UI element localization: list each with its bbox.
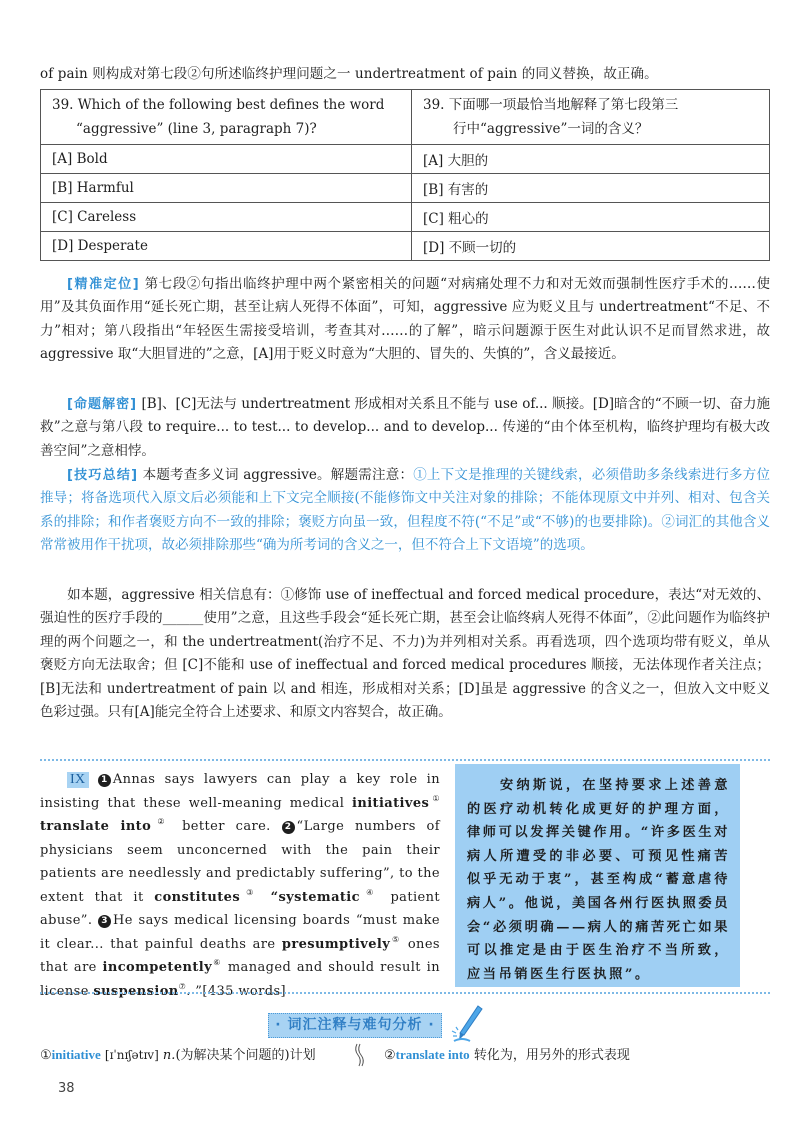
question-zh-line1: 39. 下面哪一项最恰当地解释了第七段第三 [423,97,679,113]
question-en-line1: 39. Which of the following best defines the word [52,97,385,113]
passage-paragraph-ix [40,768,440,1003]
question-zh-line2: 行中“aggressive”一词的含义？ [453,121,649,137]
option-a-en: [A] Bold [41,145,412,174]
sentence-3-mid: ones that are [40,936,440,975]
question-en-line2: “aggressive” (line 3, paragraph 7)? [76,121,317,137]
sentence-1-end: better care. [171,819,271,834]
sentence-2-end: patient abuse”. [40,889,441,928]
vocab-item-2 [384,1045,630,1066]
vocab-translate-into: translate into [40,819,152,834]
vocab-suspension: suspension [93,983,179,999]
option-d-zh: [D] 不顾一切的 [412,232,770,261]
vocab-1-pos: n. [162,1048,176,1063]
vocab-1-word: initiative [51,1047,101,1062]
footnote-4: ④ [359,887,380,897]
question-zh [412,90,770,145]
dotted-divider-top [40,759,770,761]
example-text: 如本题，aggressive 相关信息有：①修饰 use of ineffectual and forced medical procedure，表达“对无效的、强迫性的医疗手段的______使用”之意，且这些手段会“延长死亡期，甚至会让临终病人死得不体面”，②此问题作为临终护理的两个问题之一，和 the undertreatment(治疗不足、不力)为并列相对关系。再看选项，四个选项均带有贬义，单从褒贬方向无法取舍；但 [C]不能和 use of ineffectual and forced medical procedures 顺接，无法体现作者关注点；[B]无法和 undertreatment of pain 以 and 相连，形成相对关系；[D]虽是 aggressive 的含义之一，但放入文中贬义色彩过强。只有[A]能完全符合上述要求、和原文内容契合，故正确。 [40,587,770,721]
question-row [41,90,770,145]
vocab-2-number: ② [384,1048,396,1063]
sentence-3-text: He says medical licensing boards “must make it clear... that painful deaths are [40,913,440,952]
vocab-1-meaning: (为解决某个问题的)计划 [175,1048,316,1063]
skill-summary-text: 本题考查多义词 aggressive。解题需注意： [142,467,414,483]
vocab-incompetently: incompetently [102,960,213,975]
precise-location-tag: [精准定位] [67,277,140,292]
footnote-3: ③ [240,887,260,897]
pen-icon [448,1003,488,1045]
vocab-systematic: “systematic [270,889,360,905]
sentence-1-marker: 1 [98,774,111,787]
option-row-d [41,232,770,261]
vocab-presumptively: presumptively [281,936,391,952]
sentence-2-text: “Large numbers of physicians seem unconcerned with the pain their patients are needlessly and predictably suffering”, to the extent that it [40,819,440,905]
page-number: 38 [58,1081,75,1096]
section-numeral: IX [67,772,89,788]
option-row-a [41,145,770,174]
translation-box: 安纳斯说，在坚持要求上述善意的医疗动机转化成更好的护理方面，律师可以发挥关键作用。“许多医生对病人所遭受的非必要、可预见性痛苦似乎无动于衷”，甚至构成“蓄意虐待病人”。他说，美国各州行医执照委员会“必须明确——病人的痛苦死亡如果可以推定是由于医生治疗不当所致，应当吊销医生行医执照”。 [455,764,740,987]
skill-summary-paragraph [40,464,770,558]
option-b-en: [B] Harmful [41,174,412,203]
sentence-1-text: Annas says lawyers can play a key role in insisting that these well-meaning medical [40,772,440,811]
footnote-2: ② [151,817,172,826]
sentence-2-marker: 2 [282,821,295,834]
vocab-2-word: translate into [395,1047,470,1062]
skill-summary-tag: [技巧总结] [67,468,139,483]
footnote-7: ⑦ [178,981,187,991]
vocab-1-phonetic: [ɪˈnɪʃətɪv] [104,1048,159,1062]
example-paragraph [40,584,770,724]
question-decode-text: [B]、[C]无法与 undertreatment 形成相对关系且不能与 use of... 顺接。[D]暗含的“不顾一切、奋力施救”之意与第八段 to require... to test... to develop... and to develop... 传递的“由个体至机构，临终护理均有极大改善空间”之意相悖。 [40,396,771,459]
top-continuation-line: of pain 则构成对第七段②句所述临终护理问题之一 undertreatment of pain 的同义替换，故正确。 [40,66,658,82]
vocab-initiatives: initiatives [352,795,430,811]
option-b-zh: [B] 有害的 [412,174,770,203]
vocab-constitutes: constitutes [154,889,241,905]
vocab-1-number: ① [40,1048,52,1063]
question-en [41,90,412,145]
precise-location-paragraph [40,273,770,367]
footnote-5: ⑤ [390,934,402,944]
option-d-en: [D] Desperate [41,232,412,261]
option-row-b [41,174,770,203]
vocab-item-1 [40,1045,316,1066]
option-c-zh: [C] 粗心的 [412,203,770,232]
precise-location-text: 第七段②句指出临终护理中两个紧密相关的问题“对病痛处理不力和对无效而强制性医疗手术的……使用”及其负面作用“延长死亡期，甚至让病人死得不体面”，可知，aggressive 应为贬义且与 undertreatment“不足、不力”相对；第八段指出“年轻医生需接受培训，考查其对……的了解”，暗示问题源于医生对此认识不足而冒然求进，故 aggressive 取“大胆冒进的”之意，[A]用于贬义时意为“大胆的、冒失的、失慎的”，含义最接近。 [40,276,770,363]
option-a-zh: [A] 大胆的 [412,145,770,174]
footnote-6: ⑥ [212,958,223,967]
question-decode-paragraph [40,393,770,463]
sentence-3-end: . ”[435 words] [186,983,286,999]
question-39-table [40,89,770,261]
sentence-3-mid2: managed and should result in license [40,960,440,999]
column-divider-icon [352,1042,366,1068]
option-row-c [41,203,770,232]
skill-summary-highlight: ①上下文是推理的关键线索，必须借助多条线索进行多方位推导；将备选项代入原文后必须能和上下文完全顺接(不能修饰文中关注对象的排除；不能体现原文中并列、相对、包含关系的排除；和作者褒贬方向不一致的排除；褒贬方向虽一致，但程度不符(“不足”或“不够)的也要排除)。②词汇的其他含义常常被用作干扰项，故必须排除那些“确为所考词的含义之一，但不符合上下文语境”的选项。 [40,467,771,554]
question-decode-tag: [命题解密] [67,397,138,412]
vocab-section-title: · 词汇注释与难句分析 · [268,1013,442,1038]
dotted-divider-bottom [40,992,770,994]
option-c-en: [C] Careless [41,203,412,232]
sentence-3-marker: 3 [98,915,111,928]
footnote-1: ① [429,793,440,803]
vocab-2-meaning: 转化为，用另外的形式表现 [473,1048,630,1063]
